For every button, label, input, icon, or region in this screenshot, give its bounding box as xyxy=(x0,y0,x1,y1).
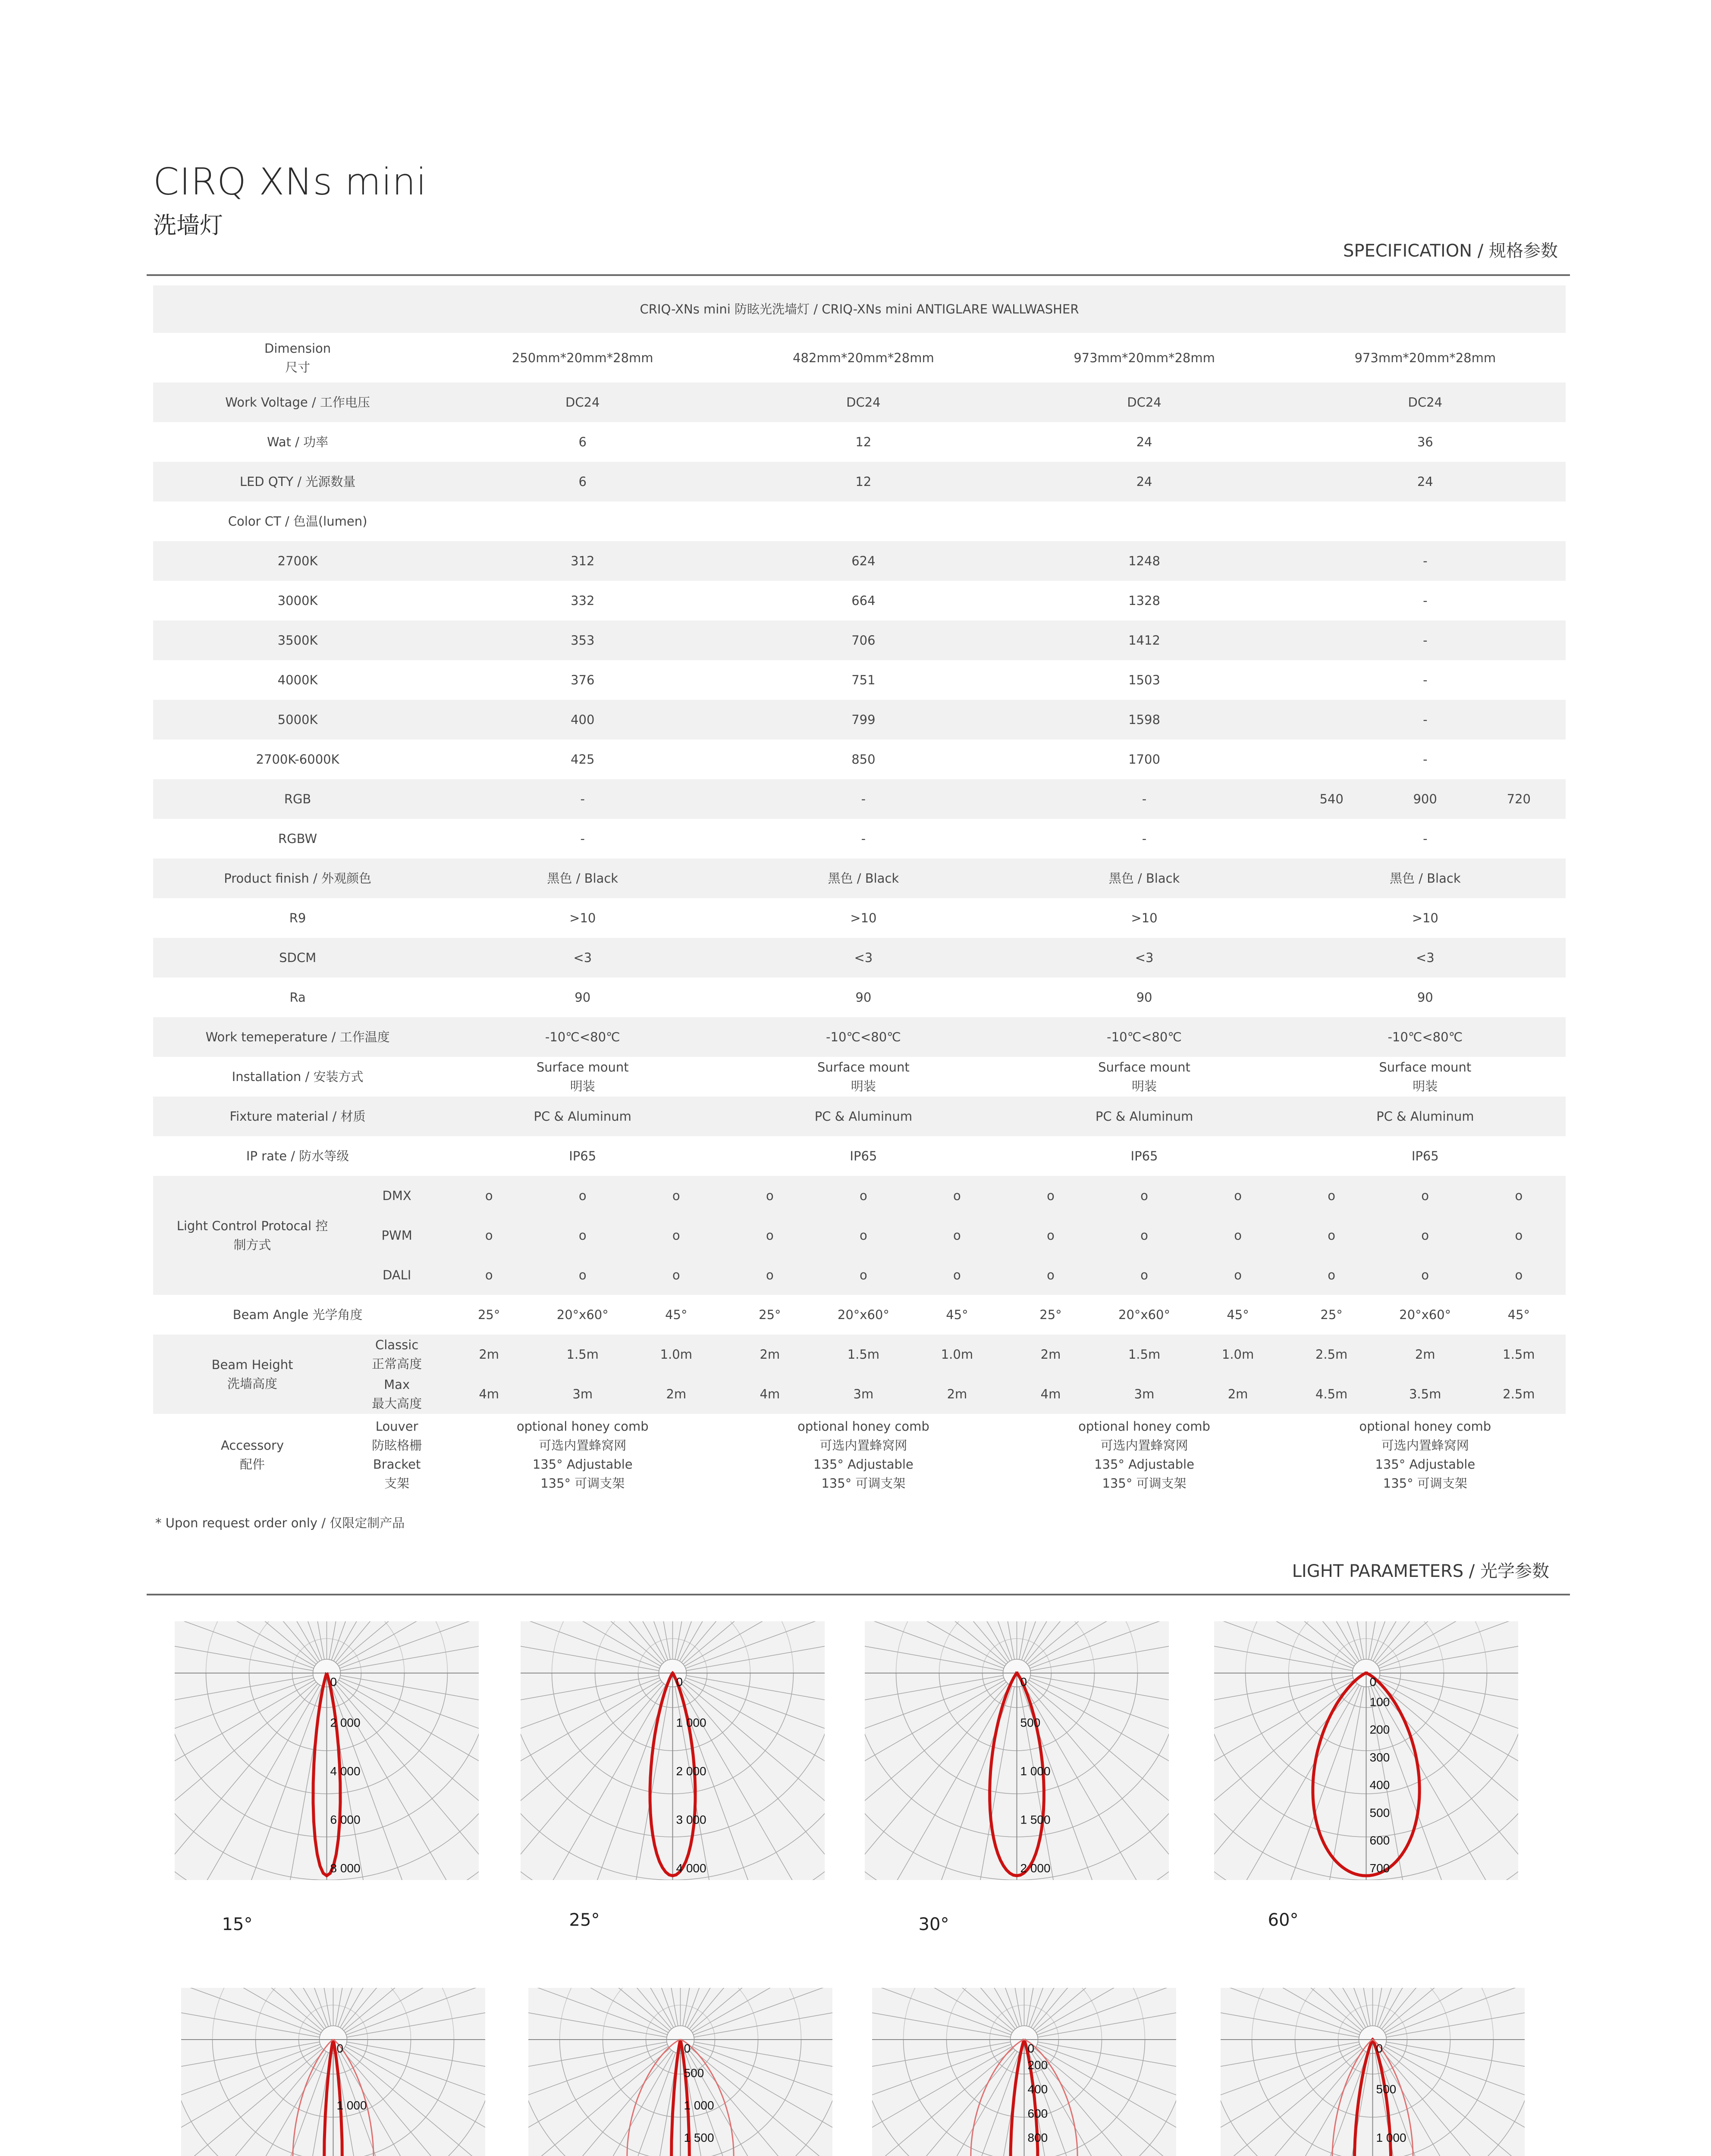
control-row xyxy=(153,1255,1566,1295)
row-label: R9 xyxy=(289,911,306,925)
polar-tick-label: 600 xyxy=(1027,2106,1048,2120)
row-value: 1.5m xyxy=(536,1335,629,1374)
row-value: 36 xyxy=(1417,435,1433,449)
footnote: * Upon request order only / 仅限定制产品 xyxy=(155,1516,405,1530)
control-label: Light Control Protocal 控 制方式 xyxy=(153,1176,352,1295)
control-mark: o xyxy=(910,1216,1004,1255)
polar-tick-label: 300 xyxy=(1369,1750,1390,1764)
polar-tick-label: 500 xyxy=(684,2066,704,2080)
polar-tick-label: 1 000 xyxy=(1376,2131,1406,2144)
row-value: - xyxy=(1423,831,1428,846)
polar-tick-label: 100 xyxy=(1369,1695,1390,1709)
polar-plot xyxy=(528,1988,832,2156)
table-row xyxy=(153,422,1566,462)
control-mark: o xyxy=(1004,1255,1097,1295)
polar-tick-label: 400 xyxy=(1369,1778,1390,1792)
row-value: optional honey comb 可选内置蜂窝网 135° Adjustable 135° 可调支架 xyxy=(516,1419,649,1491)
row-value: 2m xyxy=(1004,1335,1097,1374)
polar-tick-label: 2 000 xyxy=(676,1764,706,1778)
polar-tick-label: 1 500 xyxy=(1020,1813,1051,1827)
table-row xyxy=(153,938,1566,978)
control-mark: o xyxy=(723,1255,816,1295)
row-value: 751 xyxy=(851,673,876,687)
polar-plot xyxy=(865,1621,1169,1880)
polar-tick-label: 800 xyxy=(1027,2131,1048,2144)
row-value: - xyxy=(1423,593,1428,608)
row-value: 1.0m xyxy=(1191,1335,1285,1374)
row-value: 1.0m xyxy=(629,1335,723,1374)
row-value: 1.5m xyxy=(1472,1335,1566,1374)
accessory-row xyxy=(153,1414,1566,1496)
row-value: 312 xyxy=(442,541,723,581)
row-label: 5000K xyxy=(153,700,442,740)
row-value: 黑色 / Black xyxy=(723,859,1004,898)
row-value: 1.5m xyxy=(816,1335,910,1374)
table-row xyxy=(153,541,1566,581)
row-value: - xyxy=(723,779,1004,819)
row-value: 400 xyxy=(442,700,723,740)
row-value: 6 xyxy=(442,462,723,501)
control-mark: o xyxy=(816,1216,910,1255)
polar-tick-label: 6 000 xyxy=(330,1813,361,1827)
polar-tick-label: 200 xyxy=(1369,1723,1390,1736)
row-value: 706 xyxy=(723,620,1004,660)
control-mark: o xyxy=(1191,1216,1285,1255)
row-value: optional honey comb 可选内置蜂窝网 135° Adjustable 135° 可调支架 xyxy=(1359,1419,1491,1491)
polar-caption: 25° xyxy=(569,1910,600,1930)
row-value: 2m xyxy=(1378,1335,1472,1374)
row-label: Beam Height 洗墙高度 xyxy=(153,1335,352,1414)
row-value: 45° xyxy=(1227,1307,1249,1322)
row-value: 353 xyxy=(442,620,723,660)
row-value: 黑色 / Black xyxy=(442,859,723,898)
row-label: SDCM xyxy=(153,938,442,978)
table-row xyxy=(153,1136,1566,1176)
control-mark: o xyxy=(536,1216,629,1255)
row-label: 3500K xyxy=(153,620,442,660)
polar-tick-label: 0 xyxy=(676,1675,683,1689)
row-value: 4m xyxy=(723,1374,816,1414)
row-value: 540 xyxy=(1285,779,1378,819)
row-value: 2.5m xyxy=(1285,1335,1378,1374)
beam-height-row xyxy=(153,1374,1566,1414)
row-value: 25° xyxy=(1320,1307,1343,1322)
control-mark: o xyxy=(723,1216,816,1255)
row-label: 2700K-6000K xyxy=(256,752,339,767)
row-value: - xyxy=(442,779,723,819)
row-value: PC & Aluminum xyxy=(442,1097,723,1136)
row-value: - xyxy=(1423,673,1428,687)
row-value: Surface mount 明装 xyxy=(536,1060,629,1094)
row-value: 24 xyxy=(1136,435,1152,449)
row-value: PC & Aluminum xyxy=(723,1097,1004,1136)
polar-tick-label: 4 000 xyxy=(676,1861,706,1875)
row-value: 2m xyxy=(910,1374,1004,1414)
row-label: Wat / 功率 xyxy=(267,435,329,449)
row-value: 850 xyxy=(851,752,876,767)
row-value: 2.5m xyxy=(1472,1374,1566,1414)
row-value: <3 xyxy=(1285,938,1566,978)
row-label: Beam Angle 光学角度 xyxy=(232,1307,363,1322)
control-mark: o xyxy=(1285,1255,1378,1295)
row-label: IP rate / 防水等级 xyxy=(246,1149,349,1163)
row-value: PC & Aluminum xyxy=(1004,1097,1284,1136)
polar-tick-label: 0 xyxy=(684,2042,691,2055)
row-value: 45° xyxy=(1507,1307,1530,1322)
row-value: 4m xyxy=(1004,1374,1097,1414)
control-mark: o xyxy=(536,1255,629,1295)
control-mark: o xyxy=(1004,1176,1097,1216)
row-value: Surface mount 明装 xyxy=(1098,1060,1190,1094)
spec-table xyxy=(153,285,1566,1496)
row-label: LED QTY / 光源数量 xyxy=(153,462,442,501)
control-mark: o xyxy=(536,1176,629,1216)
polar-tick-label: 500 xyxy=(1369,1806,1390,1820)
row-label: Work Voltage / 工作电压 xyxy=(153,382,442,422)
polar-tick-label: 1 000 xyxy=(1020,1764,1051,1778)
row-value: 1598 xyxy=(1004,700,1284,740)
row-label: RGB xyxy=(153,779,442,819)
table-row xyxy=(153,660,1566,700)
row-value: 973mm*20mm*28mm xyxy=(1354,350,1496,365)
control-mark: o xyxy=(1098,1216,1191,1255)
row-value: 624 xyxy=(723,541,1004,581)
row-value: <3 xyxy=(723,938,1004,978)
polar-plot xyxy=(872,1988,1176,2156)
row-value: 1.5m xyxy=(1098,1335,1191,1374)
control-protocol: PWM xyxy=(352,1216,442,1255)
row-label: 3000K xyxy=(277,593,318,608)
row-value: 2m xyxy=(442,1335,536,1374)
polar-plot xyxy=(521,1621,825,1880)
row-value: - xyxy=(1285,620,1566,660)
row-value: 1328 xyxy=(1128,593,1160,608)
polar-caption: 60° xyxy=(1268,1910,1299,1930)
row-label: 4000K xyxy=(277,673,318,687)
row-value: IP65 xyxy=(1130,1149,1158,1163)
row-value: 720 xyxy=(1472,779,1566,819)
polar-tick-label: 500 xyxy=(1020,1716,1041,1730)
row-value: - xyxy=(861,831,866,846)
row-label: Work temeperature / 工作温度 xyxy=(153,1017,442,1057)
polar-tick-label: 0 xyxy=(1027,2042,1035,2055)
row-value: 25° xyxy=(477,1307,500,1322)
row-value: 1248 xyxy=(1004,541,1284,581)
row-value: IP65 xyxy=(569,1149,596,1163)
polar-plot-svg xyxy=(1214,1621,1518,1880)
row-value: PC & Aluminum xyxy=(1285,1097,1566,1136)
row-value: 250mm*20mm*28mm xyxy=(512,350,653,365)
row-value xyxy=(723,501,1004,541)
row-value: 黑色 / Black xyxy=(1004,859,1284,898)
row-value: 1.0m xyxy=(910,1335,1004,1374)
row-value: 973mm*20mm*28mm xyxy=(1074,350,1215,365)
row-value: 2m xyxy=(1191,1374,1285,1414)
row-value: DC24 xyxy=(442,382,723,422)
row-value: 90 xyxy=(1417,990,1433,1005)
control-mark: o xyxy=(1191,1255,1285,1295)
control-mark: o xyxy=(1472,1216,1566,1255)
row-value: 12 xyxy=(723,462,1004,501)
table-row xyxy=(153,1057,1566,1097)
row-value: DC24 xyxy=(723,382,1004,422)
row-label: RGBW xyxy=(278,831,317,846)
table-row xyxy=(153,382,1566,422)
row-value: 376 xyxy=(571,673,595,687)
row-sublabel: Classic 正常高度 xyxy=(352,1335,442,1374)
row-value: IP65 xyxy=(850,1149,877,1163)
row-value: 6 xyxy=(578,435,587,449)
row-value: 4m xyxy=(442,1374,536,1414)
table-row xyxy=(153,501,1566,541)
row-value: 3.5m xyxy=(1378,1374,1472,1414)
row-value: 45° xyxy=(665,1307,688,1322)
row-value: Surface mount 明装 xyxy=(1379,1060,1472,1094)
row-value: DC24 xyxy=(1004,382,1284,422)
polar-tick-label: 2 000 xyxy=(1020,1861,1051,1875)
control-protocol: DMX xyxy=(352,1176,442,1216)
table-row xyxy=(153,700,1566,740)
polar-plot-svg xyxy=(521,1621,825,1880)
row-value: >10 xyxy=(1131,911,1158,925)
polar-caption: 30° xyxy=(918,1915,949,1934)
table-row xyxy=(153,462,1566,501)
row-value: 425 xyxy=(571,752,595,767)
control-mark: o xyxy=(629,1176,723,1216)
table-row xyxy=(153,978,1566,1017)
control-mark: o xyxy=(1004,1216,1097,1255)
polar-tick-label: 1 000 xyxy=(336,2099,367,2112)
row-value: DC24 xyxy=(1285,382,1566,422)
control-row xyxy=(153,1216,1566,1255)
table-header-row xyxy=(153,285,1566,333)
polar-plot-svg xyxy=(175,1621,479,1880)
control-mark: o xyxy=(629,1255,723,1295)
table-row xyxy=(153,819,1566,859)
control-mark: o xyxy=(442,1255,536,1295)
row-value: 2m xyxy=(629,1374,723,1414)
light-section-heading: LIGHT PARAMETERS / 光学参数 xyxy=(1292,1561,1549,1581)
row-value: 3m xyxy=(816,1374,910,1414)
control-mark: o xyxy=(1191,1176,1285,1216)
page-subtitle: 洗墙灯 xyxy=(153,212,223,239)
row-value: - xyxy=(1285,541,1566,581)
row-value: -10℃<80℃ xyxy=(1285,1017,1566,1057)
control-mark: o xyxy=(1472,1255,1566,1295)
control-mark: o xyxy=(816,1255,910,1295)
row-value: <3 xyxy=(442,938,723,978)
row-value: 482mm*20mm*28mm xyxy=(793,350,934,365)
control-mark: o xyxy=(1378,1255,1472,1295)
row-label: Product finish / 外观颜色 xyxy=(153,859,442,898)
row-value: 3m xyxy=(536,1374,629,1414)
row-label: Fixture material / 材质 xyxy=(153,1097,442,1136)
row-value: - xyxy=(1423,752,1428,767)
table-row xyxy=(153,740,1566,779)
polar-tick-label: 8 000 xyxy=(330,1861,361,1875)
row-label: Dimension 尺寸 xyxy=(264,341,331,375)
row-label: Installation / 安装方式 xyxy=(232,1069,364,1084)
control-row xyxy=(153,1176,1566,1216)
table-title: CRIQ-XNs mini 防眩光洗墙灯 / CRIQ-XNs mini ANTIGLARE WALLWASHER xyxy=(153,285,1566,333)
row-value: 1700 xyxy=(1128,752,1160,767)
row-value: 90 xyxy=(575,990,591,1005)
control-mark: o xyxy=(1378,1216,1472,1255)
row-value xyxy=(1285,501,1566,541)
row-label: Color CT / 色温(lumen) xyxy=(228,514,367,529)
table-row xyxy=(153,859,1566,898)
control-mark: o xyxy=(629,1216,723,1255)
row-value: 90 xyxy=(1136,990,1152,1005)
row-value: - xyxy=(1285,700,1566,740)
row-value: >10 xyxy=(1412,911,1438,925)
spec-rule xyxy=(147,274,1570,276)
polar-plot-svg xyxy=(872,1988,1176,2156)
beam-height-row xyxy=(153,1335,1566,1374)
light-rule xyxy=(147,1594,1570,1595)
row-value: -10℃<80℃ xyxy=(1004,1017,1284,1057)
row-value: 20°x60° xyxy=(556,1307,609,1322)
control-mark: o xyxy=(442,1216,536,1255)
row-value: -10℃<80℃ xyxy=(723,1017,1004,1057)
polar-tick-label: 600 xyxy=(1369,1833,1390,1847)
row-sublabel: Louver 防眩格栅 Bracket 支架 xyxy=(372,1419,422,1491)
row-value: 332 xyxy=(571,593,595,608)
control-protocol: DALI xyxy=(352,1255,442,1295)
table-row xyxy=(153,898,1566,938)
row-value: - xyxy=(580,831,585,846)
control-mark: o xyxy=(910,1176,1004,1216)
control-mark: o xyxy=(723,1176,816,1216)
row-sublabel: Max 最大高度 xyxy=(352,1374,442,1414)
polar-tick-label: 4 000 xyxy=(330,1764,361,1778)
row-value: 1412 xyxy=(1004,620,1284,660)
polar-plot xyxy=(181,1988,485,2156)
polar-plot-svg xyxy=(865,1621,1169,1880)
row-value: Surface mount 明装 xyxy=(817,1060,910,1094)
polar-tick-label: 3 000 xyxy=(676,1813,706,1827)
row-value: 664 xyxy=(851,593,876,608)
polar-caption: 15° xyxy=(222,1915,253,1934)
control-mark: o xyxy=(442,1176,536,1216)
row-value: 25° xyxy=(759,1307,781,1322)
row-value: >10 xyxy=(850,911,877,925)
row-label: Accessory 配件 xyxy=(221,1438,284,1472)
beam-angle-row xyxy=(153,1295,1566,1335)
row-value: IP65 xyxy=(1411,1149,1439,1163)
table-row xyxy=(153,333,1566,382)
row-value: 900 xyxy=(1378,779,1472,819)
row-value: 45° xyxy=(946,1307,968,1322)
row-value: 黑色 / Black xyxy=(1285,859,1566,898)
table-row xyxy=(153,581,1566,620)
page-title: CIRQ XNs mini xyxy=(153,160,427,204)
polar-plot xyxy=(1221,1988,1525,2156)
row-value: <3 xyxy=(1004,938,1284,978)
table-row xyxy=(153,779,1566,819)
row-value: 25° xyxy=(1039,1307,1062,1322)
control-mark: o xyxy=(1378,1176,1472,1216)
row-value: 4.5m xyxy=(1285,1374,1378,1414)
row-value: optional honey comb 可选内置蜂窝网 135° Adjustable 135° 可调支架 xyxy=(797,1419,929,1491)
row-value: 24 xyxy=(1004,462,1284,501)
row-value: >10 xyxy=(569,911,596,925)
control-mark: o xyxy=(1472,1176,1566,1216)
polar-plot-svg xyxy=(181,1988,485,2156)
polar-plot xyxy=(1214,1621,1518,1880)
polar-tick-label: 700 xyxy=(1369,1861,1390,1875)
polar-plot xyxy=(175,1621,479,1880)
spec-section-heading: SPECIFICATION / 规格参数 xyxy=(1343,241,1558,261)
polar-plot-svg xyxy=(1221,1988,1525,2156)
row-label: Ra xyxy=(289,990,306,1005)
table-row xyxy=(153,1097,1566,1136)
polar-tick-label: 0 xyxy=(1020,1675,1027,1689)
row-value: 20°x60° xyxy=(1118,1307,1170,1322)
polar-tick-label: 2 000 xyxy=(330,1716,361,1730)
polar-tick-label: 1 000 xyxy=(684,2099,714,2112)
row-value: 799 xyxy=(723,700,1004,740)
control-mark: o xyxy=(1285,1216,1378,1255)
row-value xyxy=(442,501,723,541)
control-mark: o xyxy=(1285,1176,1378,1216)
control-mark: o xyxy=(1098,1176,1191,1216)
row-label: 2700K xyxy=(153,541,442,581)
table-row xyxy=(153,620,1566,660)
row-value: 1503 xyxy=(1128,673,1160,687)
row-value: -10℃<80℃ xyxy=(442,1017,723,1057)
polar-tick-label: 0 xyxy=(330,1675,337,1689)
control-mark: o xyxy=(910,1255,1004,1295)
row-value: - xyxy=(1004,779,1284,819)
row-value: 24 xyxy=(1285,462,1566,501)
polar-tick-label: 0 xyxy=(1376,2042,1383,2055)
polar-tick-label: 200 xyxy=(1027,2058,1048,2072)
row-value: 20°x60° xyxy=(837,1307,889,1322)
row-value: 12 xyxy=(855,435,872,449)
polar-tick-label: 0 xyxy=(1369,1675,1377,1689)
row-value: 2m xyxy=(723,1335,816,1374)
polar-tick-label: 0 xyxy=(336,2042,344,2055)
row-value: optional honey comb 可选内置蜂窝网 135° Adjustable 135° 可调支架 xyxy=(1078,1419,1210,1491)
row-value: 3m xyxy=(1098,1374,1191,1414)
polar-plot-svg xyxy=(528,1988,832,2156)
control-mark: o xyxy=(816,1176,910,1216)
row-value: 20°x60° xyxy=(1399,1307,1451,1322)
polar-tick-label: 400 xyxy=(1027,2082,1048,2096)
row-value xyxy=(1004,501,1284,541)
control-mark: o xyxy=(1098,1255,1191,1295)
polar-tick-label: 1 000 xyxy=(676,1716,706,1730)
polar-tick-label: 500 xyxy=(1376,2082,1397,2096)
row-value: - xyxy=(1142,831,1147,846)
table-row xyxy=(153,1017,1566,1057)
polar-tick-label: 1 500 xyxy=(684,2131,714,2144)
row-value: 90 xyxy=(855,990,872,1005)
